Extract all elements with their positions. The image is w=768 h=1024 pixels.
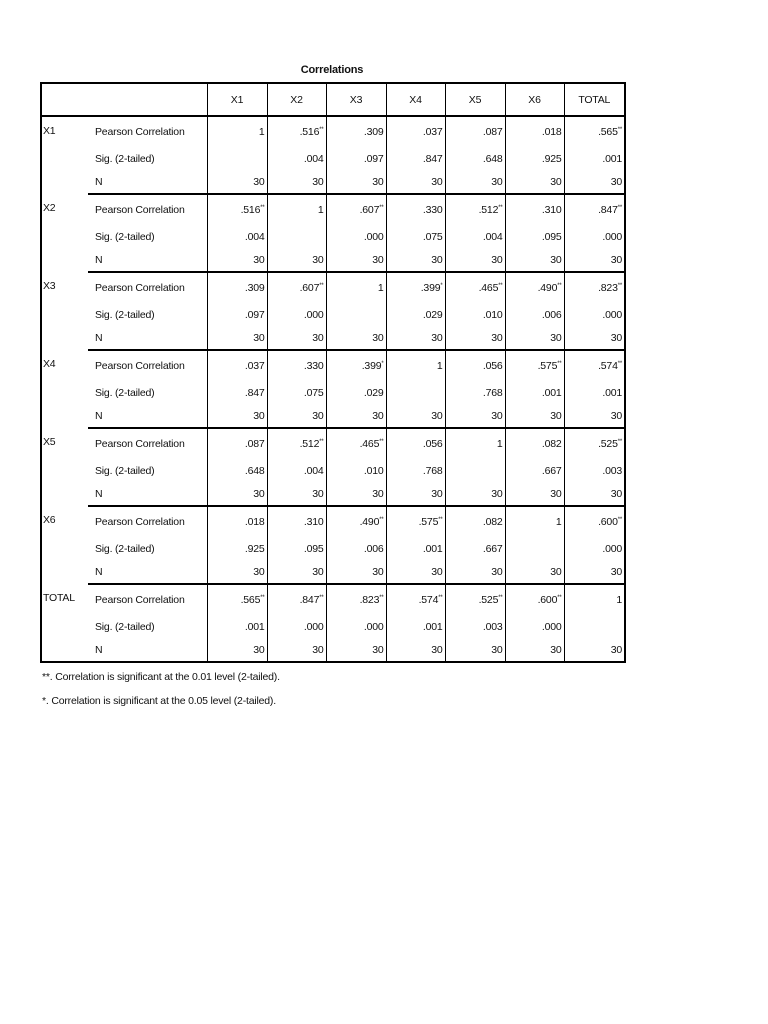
sig-cell: .000 [326,225,386,248]
n-cell: 30 [445,326,505,350]
table-row [41,350,625,381]
cell-value: .087 [482,126,503,138]
sig-cell: .768 [445,381,505,404]
n-cell: 30 [267,638,326,662]
statistic-label: Sig. (2-tailed) [95,152,155,165]
table-row [41,428,625,459]
cell-value: 1 [377,282,384,294]
column-header-x5: X5 [445,83,505,116]
n-cell: 30 [564,326,625,350]
n-cell: 30 [505,638,564,662]
pearson-cell [207,506,267,537]
pearson-cell [386,194,445,225]
sig-cell: .010 [326,459,386,482]
cell-value: .600 [537,594,558,606]
column-header-x3: X3 [326,83,386,116]
sig-cell: .095 [505,225,564,248]
cell-value: .018 [541,126,562,138]
cell-value: .847 [299,594,320,606]
column-header-total: TOTAL [564,83,625,116]
column-header-x4: X4 [386,83,445,116]
cell-value: .082 [482,516,503,528]
n-cell: 30 [386,638,445,662]
pearson-cell [564,428,625,459]
sig-cell: .925 [207,537,267,560]
pearson-cell [267,272,326,303]
statistic-label: Sig. (2-tailed) [95,464,155,477]
cell-value: 1 [258,126,265,138]
cell-value: .607 [359,204,380,216]
pearson-cell [564,272,625,303]
n-cell: 30 [386,482,445,506]
n-cell: 30 [445,170,505,194]
statistic-label: N [88,560,207,584]
correlations-table [40,82,626,663]
significance-mark: ** [379,439,384,445]
statistic-label: N [88,326,207,350]
sig-cell: .000 [267,303,326,326]
sig-cell: .001 [564,147,625,170]
table-row [41,248,625,272]
cell-value: 1 [317,204,324,216]
n-cell: 30 [326,326,386,350]
cell-value: .512 [299,438,320,450]
pearson-cell [564,506,625,537]
sig-cell: .010 [445,303,505,326]
significance-mark: ** [379,205,384,211]
n-cell: 30 [564,170,625,194]
cell-value: .309 [363,126,384,138]
statistic-label: N [88,482,207,506]
pearson-cell [207,272,267,303]
statistic-label: Pearson Correlation [95,126,185,138]
statistic-label: Sig. (2-tailed) [95,620,155,633]
pearson-cell [505,194,564,225]
sig-cell [564,615,625,638]
sig-cell: .847 [207,381,267,404]
statistic-label: N [88,638,207,662]
significance-mark: ** [617,439,622,445]
sig-cell: .075 [267,381,326,404]
pearson-cell [386,584,445,615]
sig-cell: .095 [267,537,326,560]
cell-value: .574 [418,594,439,606]
pearson-cell [386,428,445,459]
pearson-cell [326,350,386,381]
n-cell: 30 [207,170,267,194]
pearson-cell [445,506,505,537]
cell-value: .575 [537,360,558,372]
significance-mark: * [381,361,384,367]
statistic-label: Sig. (2-tailed) [95,542,155,555]
statistic-label: Sig. (2-tailed) [95,308,155,321]
n-cell: 30 [445,482,505,506]
cell-value: .330 [303,360,324,372]
sig-cell: .006 [326,537,386,560]
sig-cell: .029 [326,381,386,404]
table-row [41,272,625,303]
n-cell: 30 [445,404,505,428]
significance-mark: * [440,283,443,289]
pearson-cell [207,350,267,381]
pearson-cell [326,506,386,537]
n-cell: 30 [445,638,505,662]
n-cell: 30 [564,638,625,662]
n-cell: 30 [386,560,445,584]
sig-cell: .004 [207,225,267,248]
footnote-significance-001 [42,671,280,683]
pearson-cell [505,584,564,615]
cell-value: .516 [299,126,320,138]
n-cell: 30 [207,560,267,584]
pearson-cell [386,116,445,147]
sig-cell: .000 [564,537,625,560]
significance-mark: ** [319,439,324,445]
sig-cell [505,537,564,560]
table-row [41,194,625,225]
n-cell: 30 [207,326,267,350]
n-cell: 30 [326,404,386,428]
sig-cell: .000 [564,303,625,326]
statistic-label: Sig. (2-tailed) [95,230,155,243]
cell-value: .056 [482,360,503,372]
significance-mark: ** [260,205,265,211]
cell-value: .490 [537,282,558,294]
pearson-cell [564,350,625,381]
sig-cell: .003 [564,459,625,482]
significance-mark: ** [438,595,443,601]
cell-value: .600 [598,516,618,528]
n-cell: 30 [505,248,564,272]
pearson-cell [564,584,625,615]
cell-value: 1 [616,594,622,606]
statistic-label: Pearson Correlation [95,360,185,372]
sig-cell: .000 [505,615,564,638]
significance-mark: ** [557,361,562,367]
cell-value: .490 [359,516,380,528]
pearson-cell [326,428,386,459]
sig-cell: .000 [267,615,326,638]
table-row [41,482,625,506]
sig-cell: .667 [445,537,505,560]
significance-mark: ** [617,517,622,523]
pearson-cell [505,506,564,537]
n-cell: 30 [505,404,564,428]
n-cell: 30 [505,482,564,506]
statistic-label: Pearson Correlation [95,282,185,294]
statistic-label: N [88,404,207,428]
n-cell: 30 [564,482,625,506]
cell-value: .310 [541,204,562,216]
column-header-x2: X2 [267,83,326,116]
significance-mark: ** [557,283,562,289]
sig-cell: .648 [445,147,505,170]
pearson-cell [267,194,326,225]
pearson-cell [564,116,625,147]
cell-value: .823 [359,594,380,606]
pearson-cell [505,272,564,303]
sig-cell: .001 [386,615,445,638]
cell-value: .399 [420,282,441,294]
n-cell: 30 [207,482,267,506]
n-cell: 30 [386,248,445,272]
pearson-cell [386,350,445,381]
significance-mark: ** [379,517,384,523]
statistic-label: Pearson Correlation [95,516,185,528]
column-header-x6: X6 [505,83,564,116]
cell-value: .056 [422,438,443,450]
n-cell: 30 [207,638,267,662]
row-variable-label: TOTAL [43,592,75,604]
n-cell: 30 [207,404,267,428]
cell-value: .823 [598,282,618,294]
pearson-cell [386,506,445,537]
pearson-cell [505,350,564,381]
n-cell: 30 [326,170,386,194]
cell-value: .018 [244,516,265,528]
n-cell: 30 [386,326,445,350]
n-cell: 30 [326,560,386,584]
correlations-body [41,116,625,662]
sig-cell: .648 [207,459,267,482]
pearson-cell [445,428,505,459]
significance-mark: ** [557,595,562,601]
significance-mark: ** [617,205,622,211]
significance-mark: ** [319,595,324,601]
pearson-cell [505,428,564,459]
pearson-cell [445,194,505,225]
sig-cell: .097 [207,303,267,326]
cell-value: 1 [436,360,443,372]
table-row [41,537,625,560]
cell-value: .575 [418,516,439,528]
pearson-cell [207,584,267,615]
table-title: Correlations [300,64,364,76]
cell-value: .082 [541,438,562,450]
cell-value: .525 [598,438,618,450]
table-row [41,584,625,615]
sig-cell: .001 [386,537,445,560]
pearson-cell [505,116,564,147]
column-header-x1: X1 [207,83,267,116]
significance-mark: ** [617,127,622,133]
table-row [41,506,625,537]
sig-cell [267,225,326,248]
sig-cell: .004 [445,225,505,248]
statistic-label: Pearson Correlation [95,594,185,606]
cell-value: .399 [361,360,382,372]
n-cell: 30 [207,248,267,272]
table-row [41,170,625,194]
n-cell: 30 [267,170,326,194]
pearson-cell [326,584,386,615]
n-cell: 30 [386,170,445,194]
sig-cell: .847 [386,147,445,170]
significance-mark: ** [498,205,503,211]
sig-cell: .004 [267,147,326,170]
significance-mark: ** [319,127,324,133]
table-row [41,560,625,584]
pearson-cell [326,272,386,303]
n-cell: 30 [564,404,625,428]
n-cell: 30 [505,170,564,194]
sig-cell: .004 [267,459,326,482]
row-variable-label: X5 [43,436,56,448]
pearson-cell [207,194,267,225]
pearson-cell [326,116,386,147]
sig-cell: .075 [386,225,445,248]
table-row [41,147,625,170]
sig-cell: .029 [386,303,445,326]
row-variable-label: X1 [43,125,56,137]
sig-cell [207,147,267,170]
pearson-cell [267,428,326,459]
header-row [41,83,625,116]
significance-mark: ** [617,283,622,289]
cell-value: .565 [240,594,261,606]
cell-value: .087 [244,438,265,450]
significance-mark: ** [438,517,443,523]
significance-mark: ** [498,595,503,601]
table-row [41,225,625,248]
significance-mark: ** [379,595,384,601]
pearson-cell [207,116,267,147]
statistic-label: Pearson Correlation [95,438,185,450]
cell-value: .465 [359,438,380,450]
pearson-cell [386,272,445,303]
cell-value: .330 [422,204,443,216]
sig-cell: .000 [564,225,625,248]
cell-value: .309 [244,282,265,294]
table-row [41,615,625,638]
pearson-cell [564,194,625,225]
table-row [41,381,625,404]
sig-cell: .097 [326,147,386,170]
n-cell: 30 [505,560,564,584]
sig-cell: .001 [207,615,267,638]
n-cell: 30 [267,482,326,506]
row-variable-label: X2 [43,202,56,214]
table-row [41,459,625,482]
footnote-mark: * [42,695,46,707]
n-cell: 30 [267,560,326,584]
pearson-cell [267,116,326,147]
sig-cell: .001 [564,381,625,404]
table-row [41,116,625,147]
pearson-cell [445,584,505,615]
cell-value: .525 [478,594,499,606]
footnote-mark: ** [42,671,50,683]
n-cell: 30 [445,248,505,272]
cell-value: 1 [555,516,562,528]
pearson-cell [267,506,326,537]
sig-cell: .003 [445,615,505,638]
significance-mark: ** [260,595,265,601]
statistic-label: Pearson Correlation [95,204,185,216]
table-row [41,404,625,428]
cell-value: .310 [303,516,324,528]
footnote-text: . Correlation is significant at the 0.05 level (2-tailed). [45,695,276,707]
sig-cell: .667 [505,459,564,482]
sig-cell [326,303,386,326]
n-cell: 30 [267,404,326,428]
pearson-cell [207,428,267,459]
significance-mark: ** [319,283,324,289]
header-corner [41,83,207,116]
footnote-significance-005 [42,695,276,707]
n-cell: 30 [505,326,564,350]
pearson-cell [267,584,326,615]
table-row [41,638,625,662]
cell-value: .847 [598,204,618,216]
statistic-label: N [88,170,207,194]
cell-value: .574 [598,360,618,372]
cell-value: 1 [496,438,503,450]
pearson-cell [326,194,386,225]
cell-value: .565 [598,126,618,138]
cell-value: .465 [478,282,499,294]
sig-cell: .768 [386,459,445,482]
sig-cell: .000 [326,615,386,638]
cell-value: .607 [299,282,320,294]
n-cell: 30 [267,326,326,350]
statistic-label: Sig. (2-tailed) [95,386,155,399]
table-row [41,303,625,326]
cell-value: .516 [240,204,261,216]
sig-cell: .925 [505,147,564,170]
sig-cell: .001 [505,381,564,404]
n-cell: 30 [386,404,445,428]
footnote-text: . Correlation is significant at the 0.01 level (2-tailed). [49,671,280,683]
row-variable-label: X3 [43,280,56,292]
row-variable-label: X6 [43,514,56,526]
sig-cell [386,381,445,404]
significance-mark: ** [498,283,503,289]
statistic-label: N [88,248,207,272]
pearson-cell [267,350,326,381]
row-variable-label: X4 [43,358,56,370]
cell-value: .037 [422,126,443,138]
cell-value: .037 [244,360,265,372]
n-cell: 30 [326,482,386,506]
n-cell: 30 [564,248,625,272]
sig-cell: .006 [505,303,564,326]
cell-value: .512 [478,204,499,216]
sig-cell [445,459,505,482]
n-cell: 30 [445,560,505,584]
n-cell: 30 [326,638,386,662]
table-row [41,326,625,350]
n-cell: 30 [267,248,326,272]
significance-mark: ** [617,361,622,367]
n-cell: 30 [326,248,386,272]
n-cell: 30 [564,560,625,584]
pearson-cell [445,116,505,147]
pearson-cell [445,272,505,303]
pearson-cell [445,350,505,381]
